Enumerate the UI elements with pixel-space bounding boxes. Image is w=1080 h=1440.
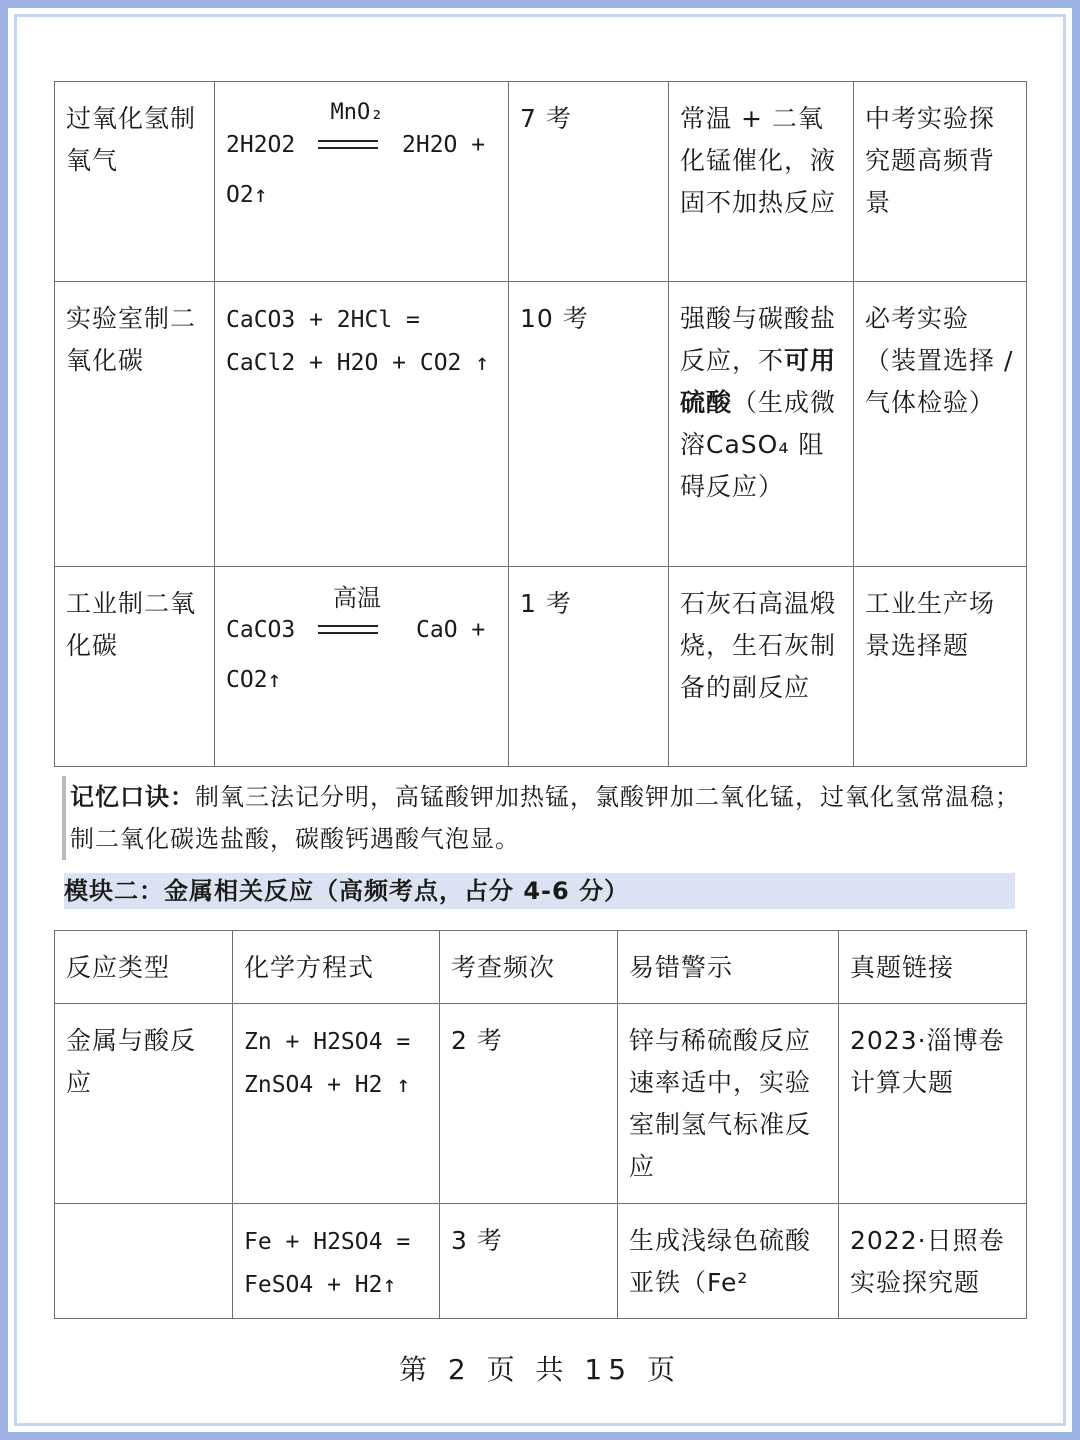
equation-cell (215, 282, 509, 567)
module-heading: 模块二：金属相关反应（高频考点，占分 4-6 分） (64, 873, 1015, 909)
frequency-cell (440, 1004, 618, 1204)
column-header: 考查频次 (440, 931, 618, 1004)
equation-reactants: 2H2O2 (226, 132, 296, 158)
table-row (55, 82, 1027, 282)
column-header: 反应类型 (55, 931, 233, 1004)
link-cell (839, 1204, 1027, 1319)
note-cell (669, 82, 854, 282)
note-cell (669, 282, 854, 567)
note: 常温 + 二氧化锰催化，液固不加热反应 (680, 104, 837, 217)
reaction-type: 过氧化氢制氧气 (66, 104, 197, 175)
reaction-type-cell (55, 567, 215, 767)
link-cell (854, 82, 1027, 282)
memory-mnemonic (62, 776, 1020, 860)
table-row (55, 567, 1027, 767)
note-cell (618, 1004, 839, 1204)
reaction-type: 工业制二氧化碳 (66, 589, 197, 660)
equation-double-line (318, 140, 378, 149)
link-cell (854, 567, 1027, 767)
reaction-type-cell (55, 1004, 233, 1204)
frequency-cell (509, 282, 669, 567)
equation-products: CaO + (416, 617, 486, 643)
equation (226, 583, 497, 693)
equation-products-tail: O2↑ (226, 182, 268, 208)
equation (226, 98, 497, 208)
table-row (55, 1004, 1027, 1204)
frequency: 1 考 (520, 589, 572, 618)
equation-cell (233, 1004, 440, 1204)
frequency-cell (440, 1204, 618, 1319)
column-header: 易错警示 (618, 931, 839, 1004)
frequency: 7 考 (520, 104, 572, 133)
frequency-cell (509, 82, 669, 282)
equation-cell (215, 567, 509, 767)
note: 锌与稀硫酸反应速率适中，实验室制氢气标准反应 (629, 1026, 812, 1181)
reaction-type-cell (55, 1204, 233, 1319)
link-cell (839, 1004, 1027, 1204)
link-cell (854, 282, 1027, 567)
mnemonic-text: 制氧三法记分明，高锰酸钾加热锰，氯酸钾加二氧化锰，过氧化氢常温稳；制二氧化碳选盐酸，碳酸钙遇酸气泡显。 (70, 783, 1020, 853)
note: 石灰石高温煅烧，生石灰制备的副反应 (680, 589, 837, 702)
column-header: 真题链接 (839, 931, 1027, 1004)
reaction-type-cell (55, 282, 215, 567)
frequency: 3 考 (451, 1226, 503, 1255)
note-emphasis: 可用硫酸 (680, 346, 837, 417)
table-header-row (55, 931, 1027, 1004)
table-row (55, 1204, 1027, 1319)
equation-products-tail: CO2↑ (226, 667, 282, 693)
equation: Zn + H2SO4 = ZnSO4 + H2 ↑ (244, 1029, 411, 1098)
equation-condition: 高温 (333, 584, 381, 612)
exam-link: 工业生产场景选择题 (865, 589, 996, 660)
reaction-type: 实验室制二氧化碳 (66, 304, 197, 375)
frequency-cell (509, 567, 669, 767)
page-number: 第 2 页 共 15 页 (399, 1353, 681, 1386)
exam-link: 2022·日照卷实验探究题 (850, 1226, 1005, 1297)
note-cell (618, 1204, 839, 1319)
exam-link: 必考实验（装置选择 / 气体检验） (865, 304, 1014, 417)
frequency: 10 考 (520, 304, 589, 333)
reaction-type: 金属与酸反应 (66, 1026, 197, 1097)
table-row (55, 282, 1027, 567)
frequency: 2 考 (451, 1026, 503, 1055)
reaction-table-2 (54, 930, 1027, 1319)
equation-double-line (318, 625, 378, 634)
equation: CaCO3 + 2HCl = CaCl2 + H2O + CO2 ↑ (226, 307, 490, 376)
equation-cell (215, 82, 509, 282)
equation-cell (233, 1204, 440, 1319)
equation-condition: MnO₂ (330, 100, 384, 125)
column-header: 化学方程式 (233, 931, 440, 1004)
mnemonic-lead: 记忆口诀： (70, 783, 195, 811)
note: 生成浅绿色硫酸亚铁（Fe² (629, 1226, 812, 1297)
note-cell (669, 567, 854, 767)
equation-reactants: CaCO3 (226, 617, 296, 643)
note-detail: （生成微溶CaSO₄ 阻碍反应） (680, 388, 837, 501)
note: 强酸与碳酸盐反应，不 (680, 304, 837, 375)
exam-link: 2023·淄博卷计算大题 (850, 1026, 1005, 1097)
equation-products: 2H2O + (402, 132, 486, 158)
reaction-table-1 (54, 81, 1027, 767)
equation: Fe + H2SO4 = FeSO4 + H2↑ (244, 1229, 411, 1298)
reaction-type-cell (55, 82, 215, 282)
exam-link: 中考实验探究题高频背景 (865, 104, 996, 217)
